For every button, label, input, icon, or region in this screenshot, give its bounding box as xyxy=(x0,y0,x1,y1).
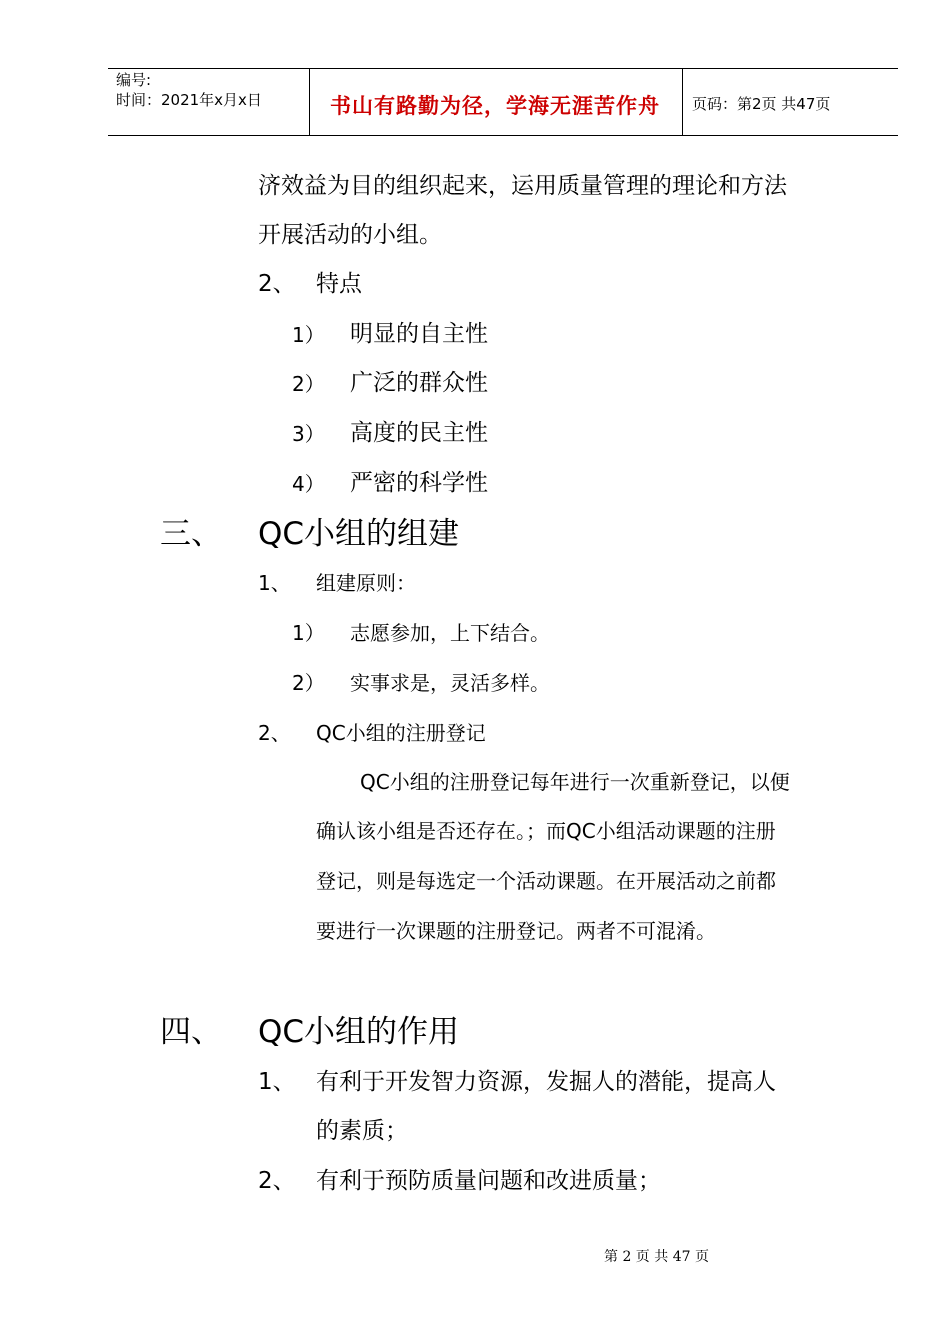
paragraph-line: QC小组的注册登记每年进行一次重新登记，以便 xyxy=(360,770,790,794)
list-item-text: 明显的自主性 xyxy=(350,321,488,347)
heading-title: QC小组的组建 xyxy=(258,516,460,552)
list-item-number: 2、 xyxy=(258,1168,296,1194)
list-item-text: 的素质； xyxy=(316,1118,408,1144)
paragraph-line: 开展活动的小组。 xyxy=(258,222,442,248)
section-title: 特点 xyxy=(316,271,362,297)
list-item-text: 实事求是，灵活多样。 xyxy=(350,671,550,695)
paragraph-line: 确认该小组是否还存在。；而QC小组活动课题的注册 xyxy=(316,819,776,843)
header-page-info: 页码：第2页 共47页 xyxy=(692,95,831,113)
list-item-number: 1） xyxy=(292,621,325,645)
list-item-number: 1） xyxy=(292,323,325,347)
section-title: QC小组的注册登记 xyxy=(316,721,486,745)
paragraph-line: 登记，则是每选定一个活动课题。在开展活动之前都 xyxy=(316,869,776,893)
list-item-text: 有利于预防质量问题和改进质量； xyxy=(316,1168,661,1194)
page-footer: 第 2 页 共 47 页 xyxy=(604,1249,709,1265)
list-item-number: 2） xyxy=(292,671,325,695)
section-number: 2、 xyxy=(258,721,291,745)
list-item-text: 广泛的群众性 xyxy=(350,370,488,396)
header-time-label: 时间：2021年x月x日 xyxy=(116,91,262,109)
heading-number: 四、 xyxy=(160,1014,222,1050)
paragraph-line: 要进行一次课题的注册登记。两者不可混淆。 xyxy=(316,919,716,943)
list-item-text: 志愿参加，上下结合。 xyxy=(350,621,550,645)
header-divider-right xyxy=(682,68,683,135)
section-number: 1、 xyxy=(258,571,291,595)
header-motto: 书山有路勤为径，学海无涯苦作舟 xyxy=(330,94,660,118)
list-item-number: 4） xyxy=(292,472,325,496)
list-item-text: 有利于开发智力资源，发掘人的潜能，提高人 xyxy=(316,1069,776,1095)
heading-title: QC小组的作用 xyxy=(258,1014,460,1050)
header-divider-left xyxy=(309,68,310,135)
list-item-text: 严密的科学性 xyxy=(350,470,488,496)
heading-number: 三、 xyxy=(160,516,222,552)
section-title: 组建原则： xyxy=(316,571,416,595)
list-item-number: 2） xyxy=(292,372,325,396)
header-bottom-rule xyxy=(108,135,898,136)
header-top-rule xyxy=(108,68,898,69)
paragraph-line: 济效益为目的组织起来，运用质量管理的理论和方法 xyxy=(258,173,787,199)
section-number: 2、 xyxy=(258,271,296,297)
header-serial-label: 编号: xyxy=(116,71,152,89)
list-item-number: 1、 xyxy=(258,1069,296,1095)
list-item-text: 高度的民主性 xyxy=(350,420,488,446)
list-item-number: 3） xyxy=(292,422,325,446)
